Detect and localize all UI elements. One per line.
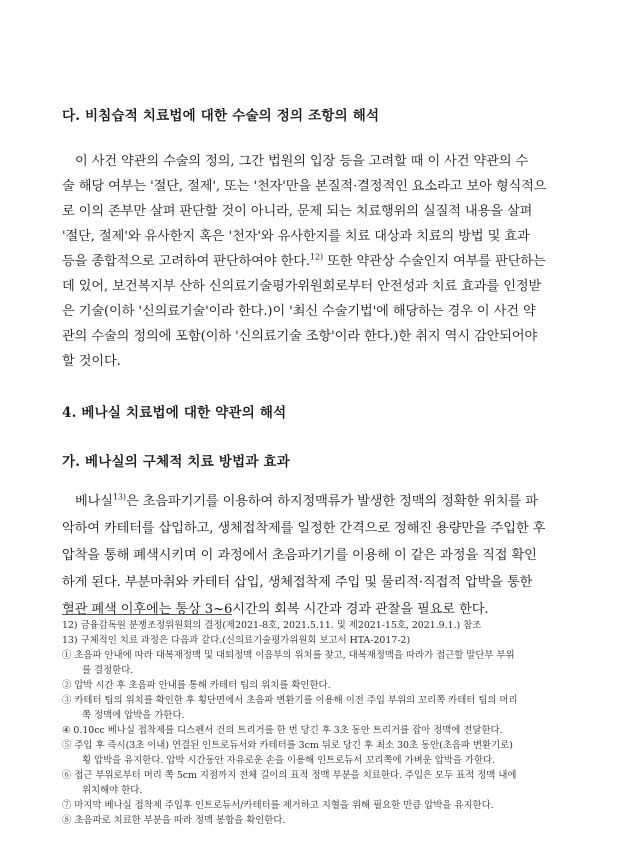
footnote-step: ② 압박 시간 후 초음파 안내를 통해 카테터 팁의 위치를 확인한다. bbox=[62, 680, 331, 691]
footnote-ref-13[interactable]: 13) bbox=[112, 492, 126, 502]
footnotes bbox=[62, 618, 582, 828]
section-heading-da: 다. 비침습적 치료법에 대한 수술의 정의 조항의 해석 bbox=[62, 108, 380, 124]
text-line: 로 이의 존부만 살펴 판단할 것이 아니라, 문제 되는 치료행위의 실질적 내용을 살펴 bbox=[62, 204, 533, 219]
text-segment: 베나실 bbox=[75, 494, 113, 509]
footnote-step: ⑤ 주입 후 즉시(3초 이내) 연결된 인트로듀서와 카테터를 3cm 뒤로 당긴 후 최소 30초 동안(초음파 변환기로) bbox=[62, 740, 513, 751]
text-line: 악하여 카테터를 삽입하고, 생체접착제를 일정한 간격으로 정해진 용량만을 주입한 후 bbox=[62, 521, 546, 536]
paragraph-venaseal-method bbox=[62, 488, 576, 623]
text-line bbox=[62, 249, 576, 274]
footnote-step: ⑧ 초음파로 치료한 부분을 따라 정맥 봉합을 확인한다. bbox=[62, 815, 286, 826]
text-line: 데 있어, 보건복지부 산하 신의료기술평가위원회로부터 안전성과 치료 효과를 인정받 bbox=[62, 279, 542, 294]
footnote-step: ④ 0.10cc 베나실 접착제를 디스펜서 건의 트리거를 한 번 당긴 후 3초 동안 트리거를 잡아 정맥에 전달한다. bbox=[62, 725, 503, 736]
text-line: 할 것이다. bbox=[62, 354, 121, 369]
text-line bbox=[62, 488, 576, 515]
footnote-step-cont: 쪽 정맥에 압박을 가한다. bbox=[82, 710, 185, 721]
footnote-ref-12[interactable]: 12) bbox=[309, 252, 323, 262]
text-segment: 등을 종합적으로 고려하여 판단하여야 한다. bbox=[62, 254, 310, 269]
text-segment: 은 초음파기기를 이용하여 하지정맥류가 발생한 정맥의 정확한 위치를 파 bbox=[125, 494, 538, 509]
footnote-13: 13) 구체적인 치료 과정은 다음과 같다.(신의료기술평가위원회 보고서 HTA-2017-2) bbox=[62, 635, 411, 646]
text-line: 압착을 통해 폐색시키며 이 과정에서 초음파기기를 이용해 이 같은 과정을 직접 확인 bbox=[62, 548, 537, 563]
footnote-step-cont: 위치해야 한다. bbox=[82, 785, 143, 796]
footnote-step: ⑥ 접근 부위로부터 머리 쪽 5cm 지점까지 전체 길이의 표적 정맥 부분을 치료한다. 주입은 모두 표적 정맥 내에 bbox=[62, 770, 517, 781]
text-line: 혈관 폐색 이후에는 통상 3~6시간의 회복 시간과 경과 관찰을 필요로 한다. bbox=[62, 602, 489, 617]
footnote-step-cont: 를 결정한다. bbox=[82, 665, 134, 676]
text-line: 은 기술(이하 '신의료기술'이라 한다.)이 '최신 수술기법'에 해당하는 경우 이 사건 약 bbox=[62, 304, 536, 319]
text-line: 관의 수술의 정의에 포함(이하 '신의료기술 조항'이라 한다.)한 취지 역시 감안되어야 bbox=[62, 329, 538, 344]
text-line: 술 해당 여부는 '절단, 절제', 또는 '천자'만을 본질적·결정적인 요소라고 보아 형식적으 bbox=[62, 179, 547, 194]
footnote-divider bbox=[62, 614, 232, 615]
footnote-step: ⑦ 마지막 베나실 접착제 주입후 인트로듀서/카테터를 제거하고 지혈을 위해 필요한 만큼 압박을 유지한다. bbox=[62, 800, 494, 811]
text-segment: 또한 약관상 수술인지 여부를 판단하는 bbox=[322, 254, 546, 269]
section-heading-4: 4. 베나실 치료법에 대한 약관의 해석 bbox=[62, 405, 287, 421]
footnote-step: ③ 카테터 팁의 위치를 확인한 후 횡단면에서 초음파 변환기를 이용해 이전 주입 부위의 꼬리쪽 카테터 팁의 머리 bbox=[62, 695, 518, 706]
text-line: 이 사건 약관의 수술의 정의, 그간 법원의 입장 등을 고려할 때 이 사건 약관의 수 bbox=[75, 154, 529, 169]
text-line: 하게 된다. 부분마취와 카테터 삽입, 생체접착제 주입 및 물리적·직접적 압박을 통한 bbox=[62, 575, 533, 590]
text-line: '절단, 절제'와 유사한지 혹은 '천자'와 유사한지를 치료 대상과 치료의 방법 및 효과 bbox=[62, 229, 530, 244]
footnote-12: 12) 금융감독원 분쟁조정위원회의 결정(제2021-8호, 2021.5.11. 및 제2021-15호, 2021.9.1.) 참조 bbox=[62, 620, 482, 631]
section-heading-ga: 가. 베나실의 구체적 치료 방법과 효과 bbox=[62, 454, 291, 470]
footnote-step-cont: 횡 압박을 유지한다. 압박 시간동안 자유로운 손을 이용해 인트로듀서 꼬리쪽에 가벼운 압박을 가한다. bbox=[82, 755, 496, 766]
paragraph-surgery-definition bbox=[62, 149, 576, 374]
footnote-step: ① 초음파 안내에 따라 대복재정맥 및 대퇴정맥 이음부의 위치를 찾고, 대복재정맥을 따라가 접근할 말단부 부위 bbox=[62, 650, 515, 661]
